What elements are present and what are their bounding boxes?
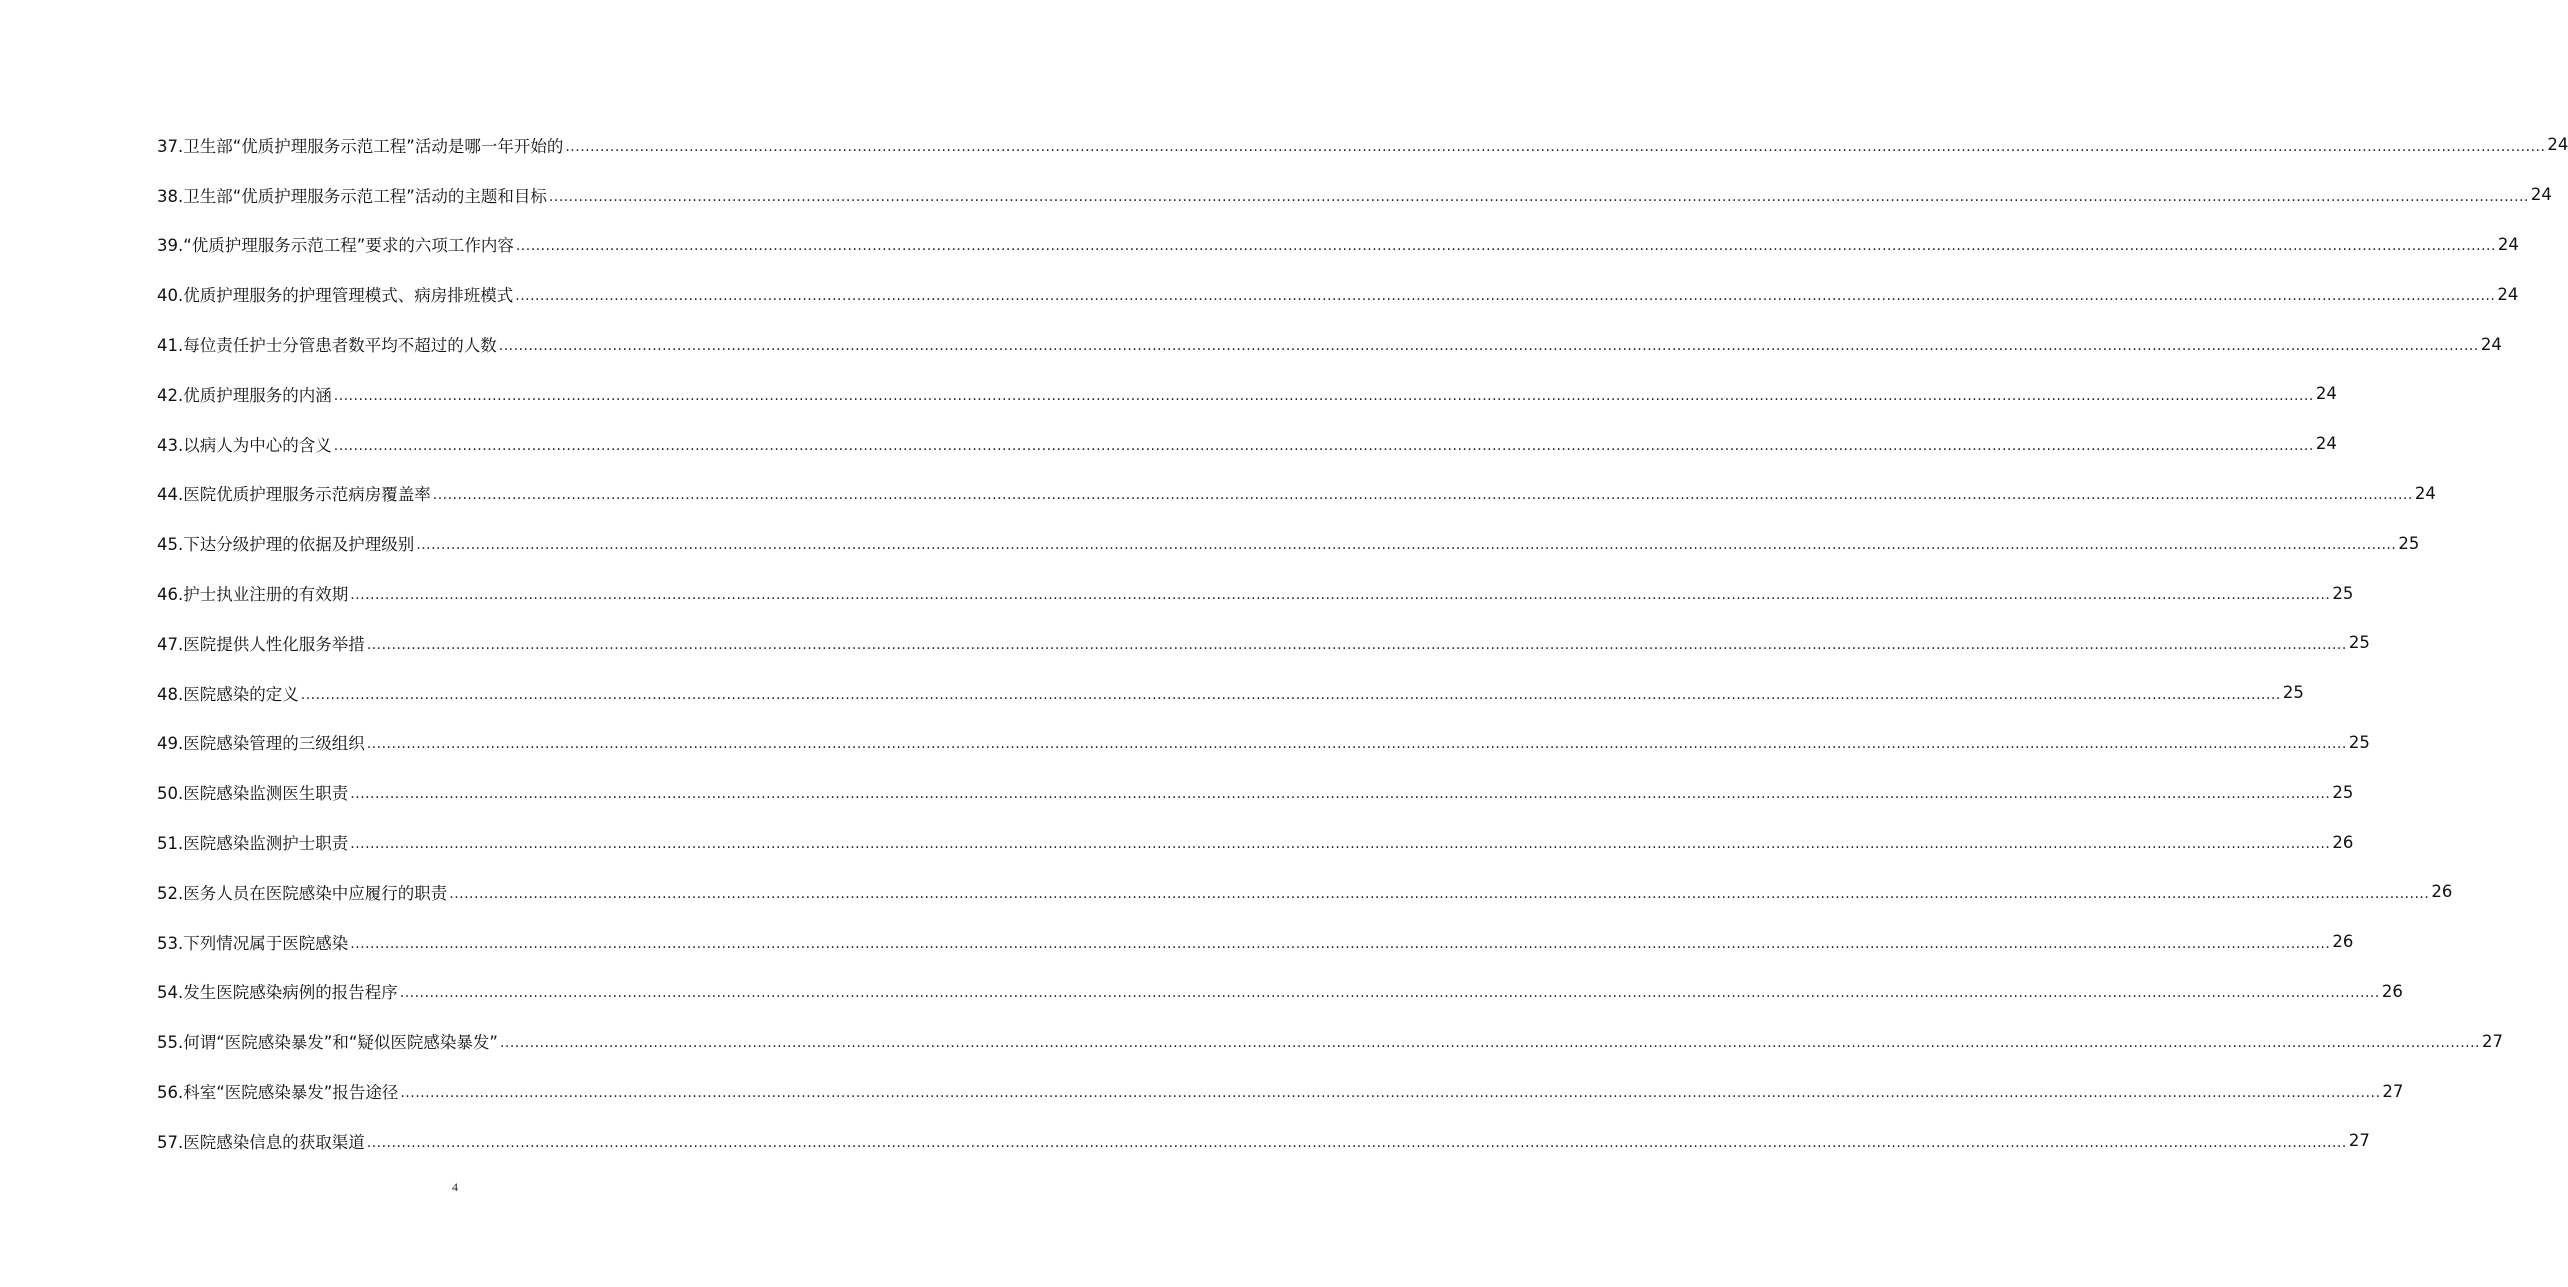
dot-leader: ................................................................................................................................................................................................................................................................................................................................................................................................................ <box>515 288 2496 305</box>
toc-entry[interactable] <box>157 867 2453 917</box>
toc-entry-title: 49.医院感染管理的三级组织 <box>157 734 365 754</box>
toc-entry-page: 24 <box>2497 284 2519 304</box>
toc-entry-page: 24 <box>2480 334 2502 354</box>
toc-entry[interactable] <box>157 170 2552 220</box>
dot-leader: ................................................................................................................................................................................................................................................................................................................................................................................................................ <box>333 387 2314 404</box>
toc-entry-page: 27 <box>2382 1081 2404 1101</box>
toc-entry-page: 27 <box>2348 1131 2370 1151</box>
dot-leader: ................................................................................................................................................................................................................................................................................................................................................................................................................ <box>399 985 2380 1002</box>
toc-entry-page: 25 <box>2282 683 2304 703</box>
toc-entry-title: 42.优质护理服务的内涵 <box>157 385 332 405</box>
toc-entry-page: 24 <box>2547 135 2568 155</box>
dot-leader: ................................................................................................................................................................................................................................................................................................................................................................................................................ <box>515 238 2496 255</box>
dot-leader: ................................................................................................................................................................................................................................................................................................................................................................................................................ <box>350 836 2331 853</box>
dot-leader: ................................................................................................................................................................................................................................................................................................................................................................................................................ <box>565 138 2546 155</box>
toc-entry-page: 24 <box>2315 384 2337 404</box>
toc-entry[interactable] <box>157 1066 2404 1116</box>
toc-entry[interactable] <box>157 319 2502 369</box>
toc-entry[interactable] <box>157 1116 2370 1166</box>
toc-entry[interactable] <box>157 469 2436 519</box>
dot-leader: ................................................................................................................................................................................................................................................................................................................................................................................................................ <box>449 885 2430 902</box>
toc-entry-title: 43.以病人为中心的含义 <box>157 435 332 455</box>
toc-entry-title: 46.护士执业注册的有效期 <box>157 585 349 605</box>
toc-entry-page: 24 <box>2315 434 2337 454</box>
toc-entry-page: 24 <box>2530 185 2552 205</box>
toc-entry-page: 26 <box>2332 932 2354 952</box>
toc-entry-title: 51.医院感染监测护士职责 <box>157 834 349 854</box>
toc-entry[interactable] <box>157 1016 2504 1066</box>
toc-entry[interactable] <box>157 917 2354 967</box>
dot-leader: ................................................................................................................................................................................................................................................................................................................................................................................................................ <box>350 935 2331 952</box>
toc-entry[interactable] <box>157 419 2337 469</box>
dot-leader: ................................................................................................................................................................................................................................................................................................................................................................................................................ <box>333 437 2314 454</box>
dot-leader: ................................................................................................................................................................................................................................................................................................................................................................................................................ <box>432 487 2413 504</box>
dot-leader: ................................................................................................................................................................................................................................................................................................................................................................................................................ <box>366 1134 2347 1151</box>
toc-entry-title: 37.卫生部“优质护理服务示范工程”活动是哪一年开始的 <box>157 136 564 156</box>
dot-leader: ................................................................................................................................................................................................................................................................................................................................................................................................................ <box>350 786 2331 803</box>
toc-entry-title: 38.卫生部“优质护理服务示范工程”活动的主题和目标 <box>157 186 547 206</box>
toc-entry-title: 41.每位责任护士分管患者数平均不超过的人数 <box>157 336 497 356</box>
toc-entry[interactable] <box>157 967 2403 1017</box>
dot-leader: ................................................................................................................................................................................................................................................................................................................................................................................................................ <box>416 537 2397 554</box>
toc-entry-title: 47.医院提供人性化服务举措 <box>157 634 365 654</box>
toc-entry-title: 57.医院感染信息的获取渠道 <box>157 1132 365 1152</box>
table-of-contents <box>157 120 2568 1166</box>
dot-leader: ................................................................................................................................................................................................................................................................................................................................................................................................................ <box>498 338 2479 355</box>
toc-entry-page: 26 <box>2431 882 2453 902</box>
toc-entry[interactable] <box>157 618 2370 668</box>
toc-entry-page: 27 <box>2482 1031 2504 1051</box>
toc-entry-title: 44.医院优质护理服务示范病房覆盖率 <box>157 485 431 505</box>
toc-entry-title: 48.医院感染的定义 <box>157 684 299 704</box>
dot-leader: ................................................................................................................................................................................................................................................................................................................................................................................................................ <box>548 188 2529 205</box>
toc-entry-page: 25 <box>2348 732 2370 752</box>
dot-leader: ................................................................................................................................................................................................................................................................................................................................................................................................................ <box>499 1035 2481 1052</box>
dot-leader: ................................................................................................................................................................................................................................................................................................................................................................................................................ <box>366 736 2347 753</box>
toc-entry-page: 25 <box>2348 633 2370 653</box>
toc-entry[interactable] <box>157 518 2420 568</box>
toc-entry-title: 40.优质护理服务的护理管理模式、病房排班模式 <box>157 286 514 306</box>
toc-entry-page: 25 <box>2398 533 2420 553</box>
toc-entry[interactable] <box>157 668 2304 718</box>
toc-entry[interactable] <box>157 220 2519 270</box>
dot-leader: ................................................................................................................................................................................................................................................................................................................................................................................................................ <box>366 636 2347 653</box>
toc-entry-title: 45.下达分级护理的依据及护理级别 <box>157 535 415 555</box>
toc-entry-title: 55.何谓“医院感染暴发”和“疑似医院感染暴发” <box>157 1033 498 1053</box>
toc-entry-title: 53.下列情况属于医院感染 <box>157 933 349 953</box>
toc-entry-title: 56.科室“医院感染暴发”报告途径 <box>157 1083 399 1103</box>
toc-entry-page: 25 <box>2332 583 2354 603</box>
dot-leader: ................................................................................................................................................................................................................................................................................................................................................................................................................ <box>350 587 2331 604</box>
toc-entry[interactable] <box>157 269 2519 319</box>
dot-leader: ................................................................................................................................................................................................................................................................................................................................................................................................................ <box>300 686 2281 703</box>
dot-leader: ................................................................................................................................................................................................................................................................................................................................................................................................................ <box>400 1085 2381 1102</box>
toc-entry-title: 39.“优质护理服务示范工程”要求的六项工作内容 <box>157 236 514 256</box>
toc-entry[interactable] <box>157 568 2354 618</box>
toc-entry-title: 50.医院感染监测医生职责 <box>157 784 349 804</box>
toc-entry-page: 26 <box>2332 832 2354 852</box>
toc-entry[interactable] <box>157 767 2354 817</box>
toc-entry-page: 24 <box>2497 234 2519 254</box>
toc-entry[interactable] <box>157 817 2354 867</box>
toc-entry[interactable] <box>157 120 2568 170</box>
toc-entry-title: 52.医务人员在医院感染中应履行的职责 <box>157 883 448 903</box>
toc-entry[interactable] <box>157 369 2337 419</box>
toc-entry-title: 54.发生医院感染病例的报告程序 <box>157 983 398 1003</box>
page-number: 4 <box>452 1180 458 1194</box>
toc-entry-page: 24 <box>2414 483 2436 503</box>
toc-entry[interactable] <box>157 718 2370 768</box>
toc-entry-page: 26 <box>2381 981 2403 1001</box>
toc-entry-page: 25 <box>2332 782 2354 802</box>
